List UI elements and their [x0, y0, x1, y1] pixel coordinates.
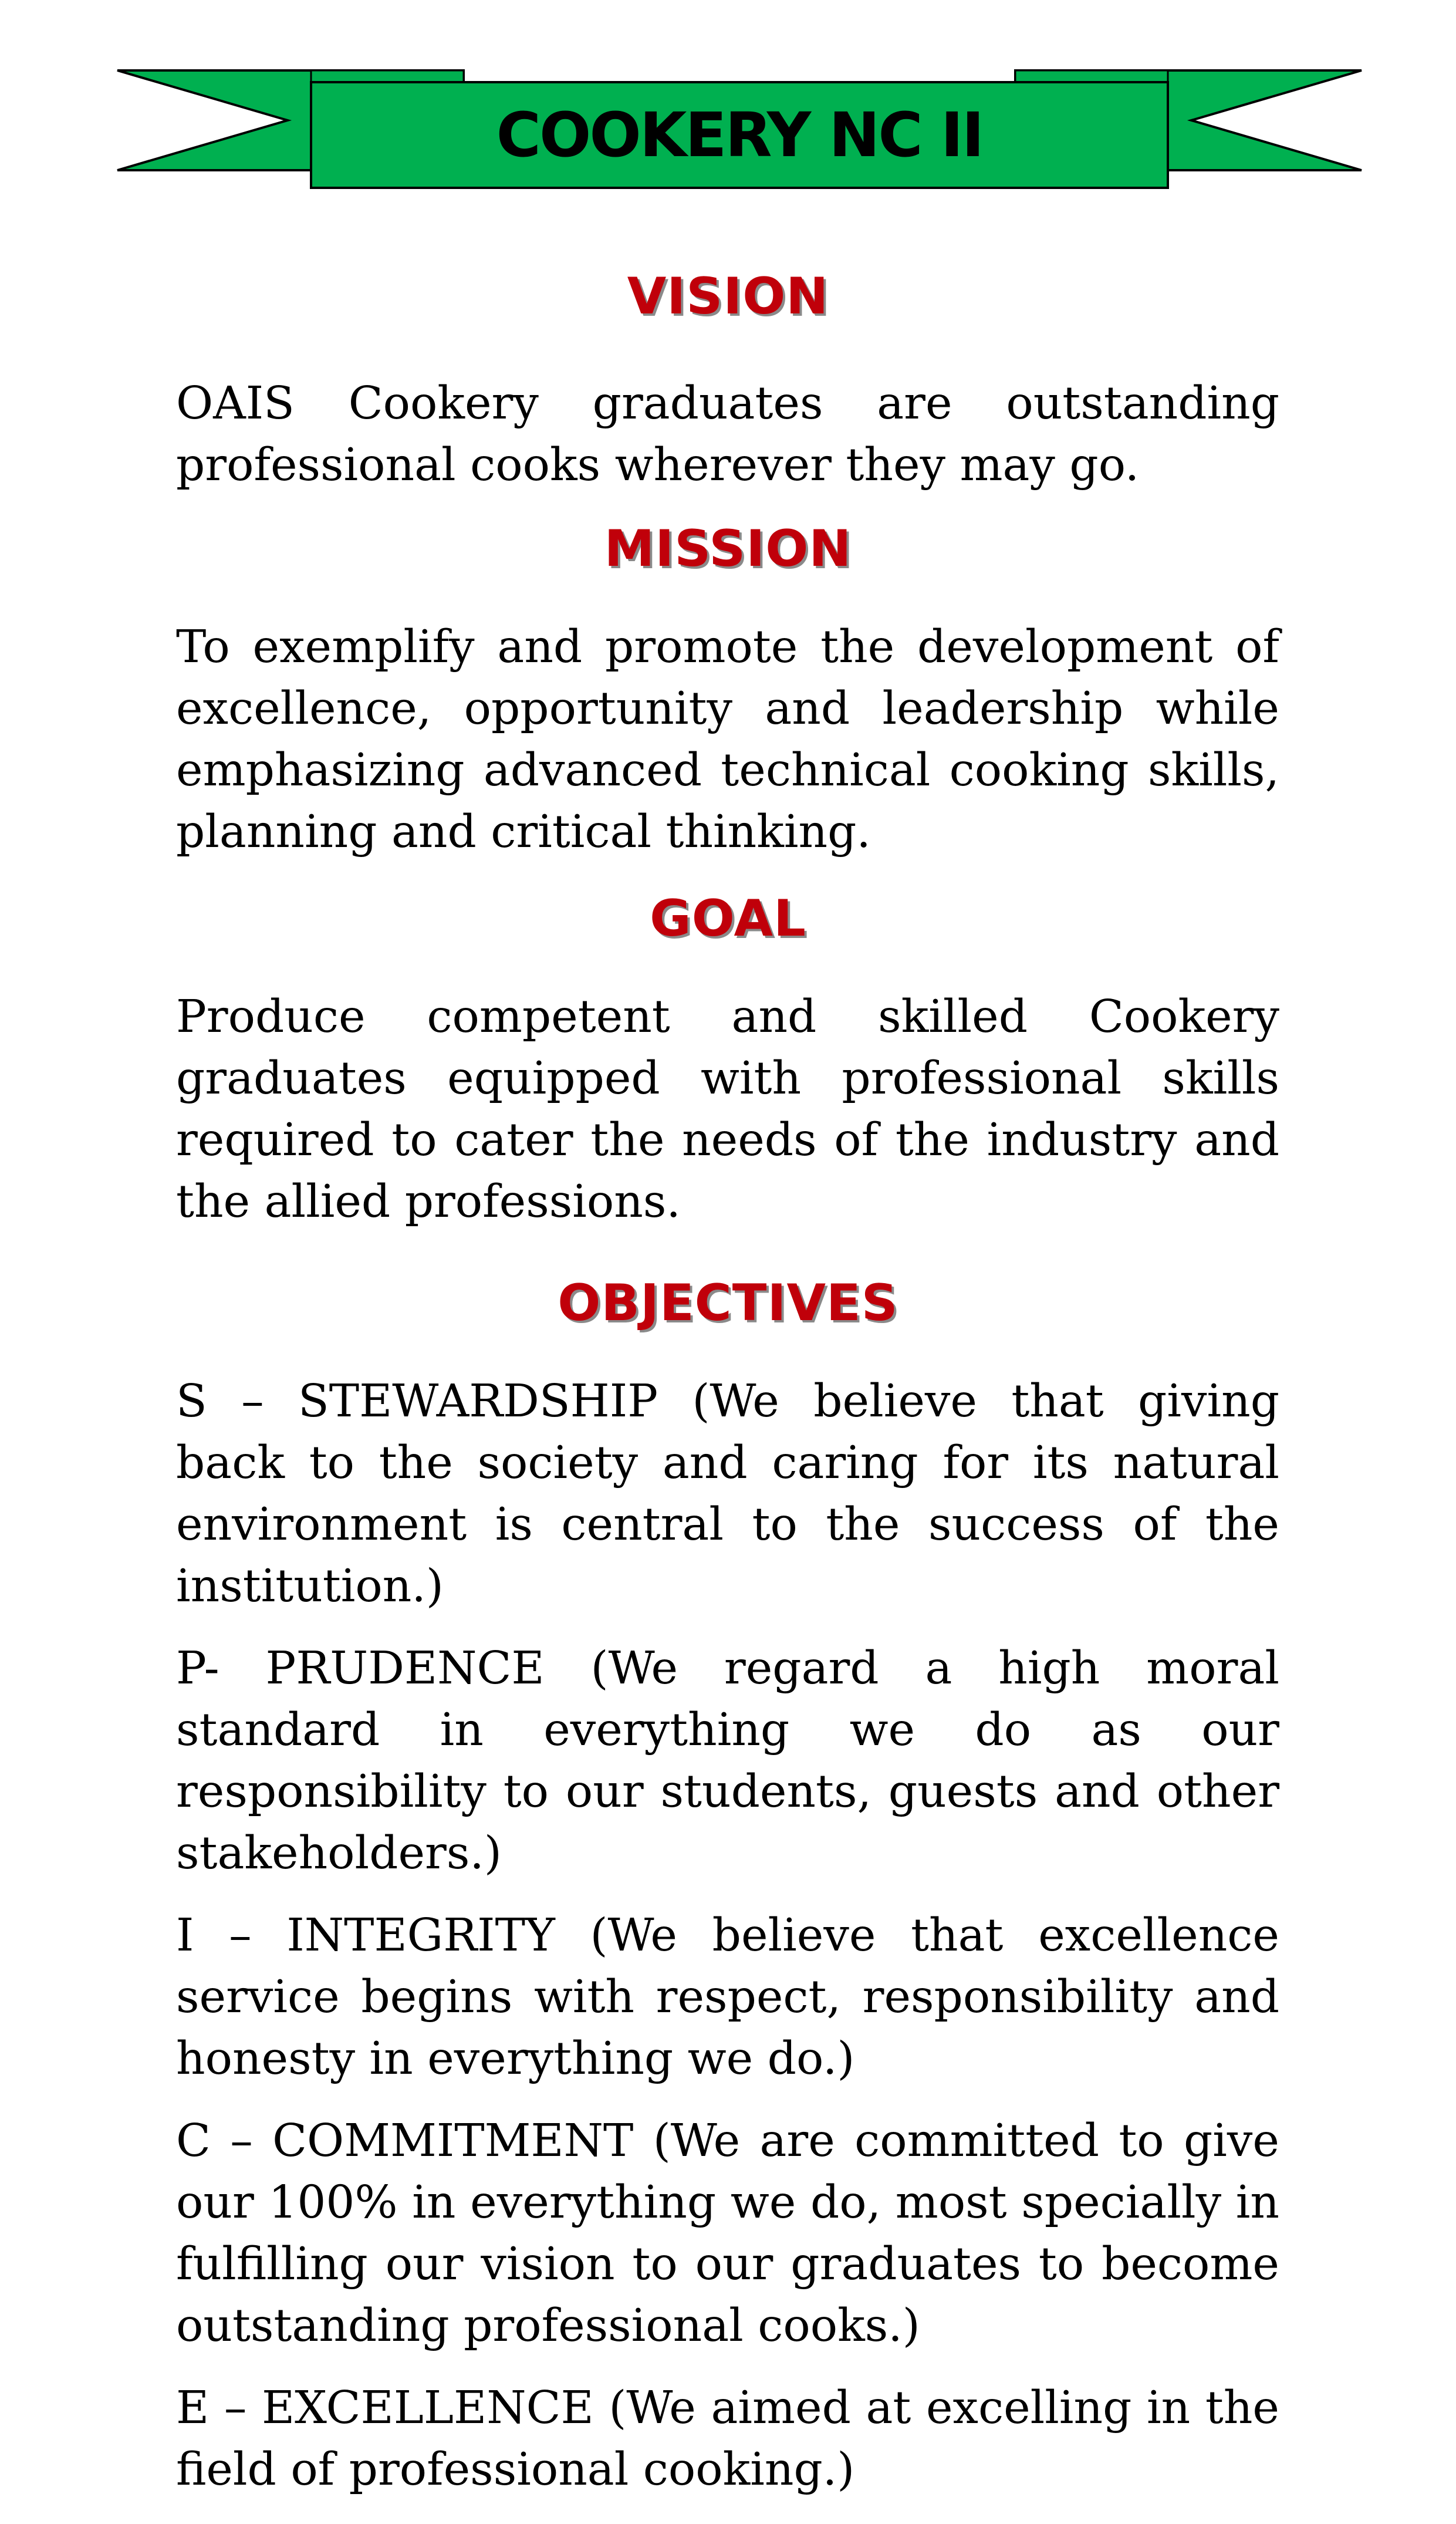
objective-integrity: I – INTEGRITY (We believe that excellence service begins with respect, responsibility and honesty in everything we do.) — [176, 1909, 1279, 2085]
mission-text: To exemplify and promote the development of excellence, opportunity and leadership while emphasizing advanced technical cooking skills, planning and critical thinking. — [176, 621, 1279, 858]
objective-excellence: E – EXCELLENCE (We aimed at excelling in the field of professional cooking.) — [176, 2382, 1279, 2496]
objectives-heading: OBJECTIVES — [558, 1274, 898, 1332]
vision-heading: VISION — [627, 267, 829, 326]
objective-prudence: P- PRUDENCE (We regard a high moral standard in everything we do as our responsibility to our students, guests and other stakeholders.) — [176, 1642, 1279, 1879]
objective-commitment: C – COMMITMENT (We are committed to give our 100% in everything we do, most specially in fulfilling our vision to our graduates to become outstanding professional cooks.) — [176, 2115, 1279, 2352]
title-banner — [112, 65, 1367, 194]
goal-text: Produce competent and skilled Cookery graduates equipped with professional skills required to cater the needs of the industry and the allied professions. — [176, 991, 1279, 1228]
objective-stewardship: S – STEWARDSHIP (We believe that giving back to the society and caring for its natural environment is central to the success of the institution.) — [176, 1375, 1279, 1612]
page-title: COOKERY NC II — [496, 99, 983, 171]
vision-text: OAIS Cookery graduates are outstanding professional cooks wherever they may go. — [176, 377, 1279, 491]
goal-heading: GOAL — [650, 889, 806, 948]
ribbon-left-fold — [311, 70, 464, 82]
ribbon-right-fold — [1015, 70, 1168, 82]
mission-heading: MISSION — [604, 519, 852, 578]
